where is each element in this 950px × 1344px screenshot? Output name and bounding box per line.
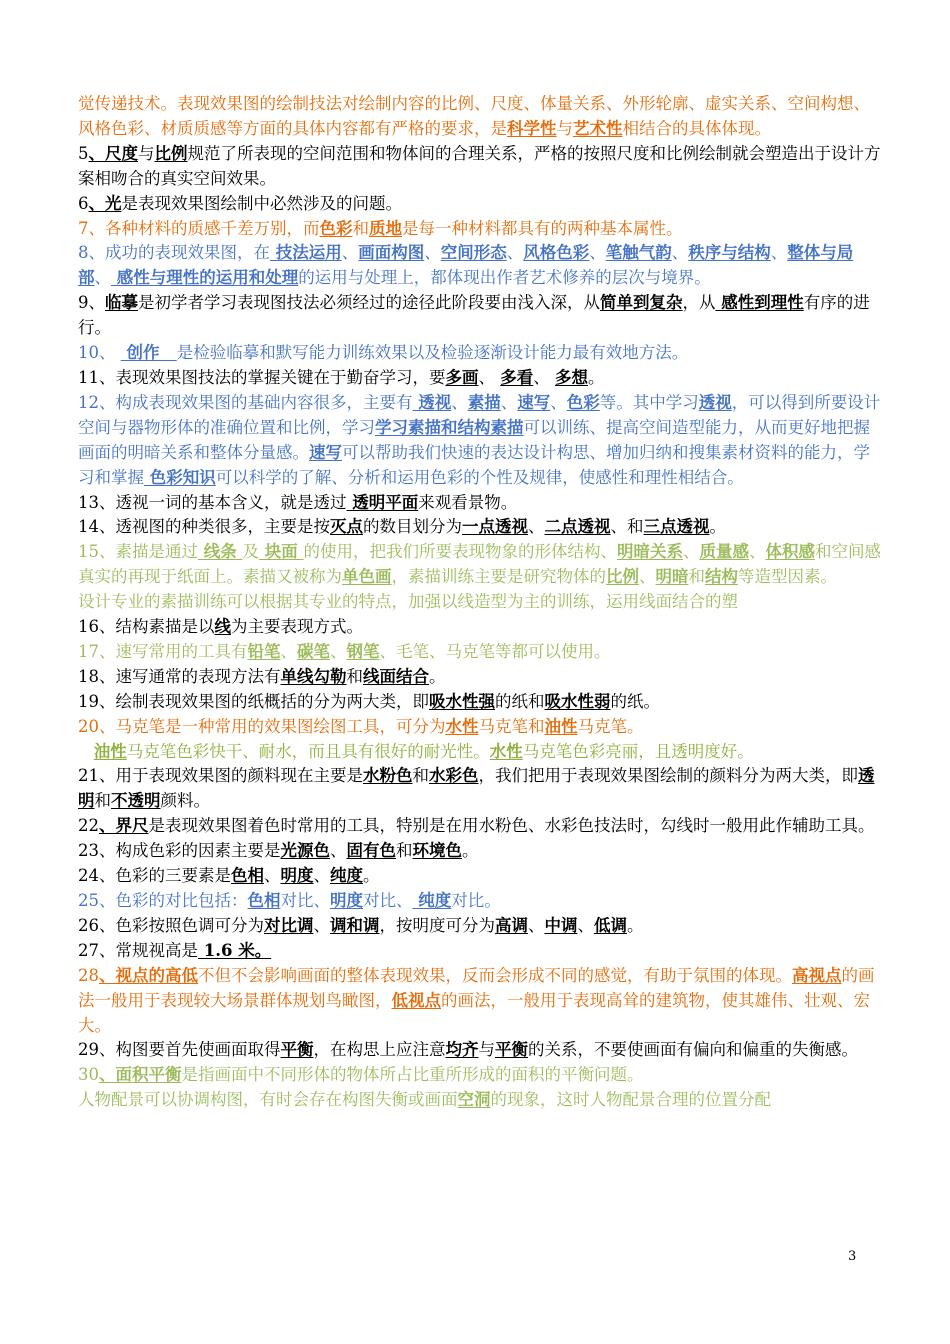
text-run: 是初学者学习表现图技法必须经过的途径此阶段要由浅入深，从 [138, 293, 600, 313]
text-run: 等造型因素。 [738, 567, 837, 587]
text-run: 。 [588, 367, 605, 387]
text-run: 是检验临摹和默写能力训练效果以及检验逐渐设计能力最有效地方法。 [176, 343, 689, 363]
text-run: 6 [78, 193, 89, 213]
key-term: 、光 [88, 193, 122, 213]
key-term: 明暗关系 [617, 542, 683, 562]
text-run: 等。其中学习 [599, 392, 699, 412]
text-run: 。 [627, 915, 644, 935]
key-term: 二点透视 [544, 517, 611, 537]
key-term: 空间形态 [440, 243, 507, 263]
key-term: 创作 [120, 343, 177, 363]
text-run: 来观看景物。 [418, 492, 518, 512]
text-run: 、 [506, 243, 524, 263]
key-term: 质量感 [699, 542, 749, 562]
text-run: 、 [330, 641, 347, 661]
key-term: 明暗 [655, 567, 689, 587]
text-run: 19、绘制表现效果图的纸概括的分为两大类，即 [78, 691, 429, 711]
text-run: 、 [683, 542, 700, 562]
paragraph [78, 491, 882, 516]
text-run: 的关系，不要使画面有偏向和偏重的失衡感。 [528, 1040, 858, 1060]
key-term: 不透明 [111, 791, 161, 811]
key-term: 风格色彩 [523, 243, 590, 263]
text-run: ，我们把用于表现效果图绘制的颜料分为两大类，即 [478, 766, 858, 786]
key-term: 线条 [198, 542, 243, 562]
paragraph [78, 864, 882, 889]
text-run: 、 [313, 915, 330, 935]
text-run: 马克笔色彩亮丽，且透明度好。 [522, 741, 754, 761]
paragraph [78, 690, 882, 715]
text-run: 13、透视一词的基本含义，就是透过 [78, 492, 347, 512]
text-run: 20、马克笔是一种常用的效果图绘图工具，可分为 [78, 716, 446, 736]
text-run: 。 [462, 841, 479, 861]
key-term: 灭点 [330, 517, 363, 537]
text-run: 的数目划分为 [363, 517, 462, 537]
text-run: 是指画面中不同形体的物体所占比重所形成的面积的平衡问题。 [181, 1065, 644, 1085]
key-term: 色相 [247, 891, 281, 910]
text-run: 、 [528, 915, 545, 935]
key-term: 科学性 [507, 118, 557, 138]
paragraph [78, 241, 882, 291]
text-run: 马克笔色彩快干、耐水，而且具有很好的耐光性。 [126, 741, 490, 761]
text-run: 29、构图要首先使画面取得 [78, 1040, 281, 1060]
text-run: 、 [533, 367, 555, 387]
key-term: 明度 [330, 891, 363, 910]
text-run: 14、透视图的种类很多，主要是按 [78, 517, 330, 537]
text-run: 的画法一般用于表现较大场景群体规划鸟瞰图， [78, 965, 875, 1010]
text-run: 和 [346, 666, 363, 686]
paragraph [78, 366, 882, 391]
key-term: 油性 [93, 741, 127, 761]
key-term: 速写 [309, 442, 342, 462]
text-run: 、 [341, 243, 359, 263]
key-term: 笔触气韵 [605, 243, 672, 263]
paragraph [78, 341, 882, 366]
key-term: 透明 [78, 766, 875, 811]
text-run: 和 [94, 791, 111, 811]
paragraph [78, 615, 882, 640]
text-run: ，可以得到所要设计空间与器物形体的准确位置和比例，学习 [78, 392, 881, 437]
paragraph [78, 839, 882, 864]
key-term: 明度 [280, 866, 314, 886]
key-term: 艺术性 [573, 118, 623, 138]
paragraph [78, 540, 882, 590]
key-term: 一点透视 [462, 517, 528, 537]
paragraph [78, 291, 882, 341]
key-term: 环境色 [412, 841, 462, 861]
paragraph [78, 740, 882, 765]
key-term: 中调 [544, 915, 578, 935]
text-run: 22 [78, 816, 99, 836]
text-run: ，从 [682, 293, 716, 313]
text-run: 的画法，一般用于表现高耸的建筑物，使其雄伟、壮观、宏大。 [78, 990, 870, 1035]
text-run: 10、 [78, 343, 121, 363]
paragraph [78, 764, 882, 814]
key-term: 多画 [445, 367, 479, 387]
text-run: 、和 [610, 517, 644, 537]
paragraph [78, 142, 882, 192]
text-run: 、 [500, 392, 518, 412]
text-run: 规范了所表现的空间范围和物体间的合理关系，严格的按照尺度和比例绘制就会塑造出于设计方案相吻合的真实空间效果。 [78, 143, 881, 188]
key-term: 画面构图 [358, 243, 425, 263]
key-term: 平衡 [280, 1040, 314, 1060]
text-run: 30 [78, 1065, 99, 1085]
key-term: 简单到复杂 [600, 293, 683, 313]
text-run: 颜料。 [160, 791, 210, 811]
paragraph [78, 1038, 882, 1063]
paragraph [78, 92, 882, 142]
key-term: 单色画 [342, 567, 392, 587]
key-term: 整体与局部 [78, 243, 854, 288]
key-term: 、尺度 [88, 143, 138, 163]
key-term: 比例 [606, 567, 639, 587]
text-run: 24、色彩的三要素是 [78, 866, 231, 886]
text-run: 对比、 [363, 891, 413, 910]
text-run: 、 [451, 392, 468, 412]
text-run: 17、速写常用的工具有 [78, 641, 248, 661]
text-run: 对比。 [451, 891, 501, 910]
key-term: 纯度 [412, 891, 452, 910]
key-term: 对比调 [264, 915, 314, 935]
text-run: 、 [478, 367, 501, 387]
text-run: 和 [688, 567, 705, 587]
key-term: 结构 [705, 567, 738, 587]
text-run: 及 [242, 542, 259, 562]
text-run: 8、成功的表现效果图，在 [78, 243, 270, 263]
key-term: 水性 [445, 716, 479, 736]
paragraph [78, 590, 882, 615]
text-run: 的使用，把我们所要表现物象的形体结构、 [303, 542, 617, 562]
key-term: 水粉色 [363, 766, 413, 786]
text-run: 与 [478, 1040, 495, 1060]
key-term: 比例 [154, 143, 188, 163]
key-term: 低视点 [391, 990, 441, 1010]
text-run: 。 [429, 666, 446, 686]
text-run: 12、构成表现效果图的基础内容很多，主要有 [78, 392, 413, 412]
key-term: 透视 [412, 392, 452, 412]
text-run [78, 742, 94, 761]
text-run: 26、色彩按照色调可分为 [78, 915, 264, 935]
text-run: 和 [412, 766, 429, 786]
text-run: 15、素描是通过 [78, 542, 198, 562]
paragraph [78, 715, 882, 740]
key-term: 多想 [555, 367, 588, 387]
paragraph [78, 1063, 882, 1088]
key-term: 体积感 [765, 542, 815, 562]
paragraph [78, 914, 882, 939]
text-run: 对比、 [280, 891, 330, 910]
key-term: 平衡 [495, 1040, 528, 1060]
text-run: 、 [424, 243, 441, 263]
text-run: 23、构成色彩的因素主要是 [78, 841, 281, 861]
text-run: 可以帮助我们快速的表达设计构思、增加归纳和搜集素材资料的能力，学习和掌握 [78, 442, 870, 487]
text-run: 的纸和 [495, 691, 545, 711]
text-run: 、 [577, 915, 594, 935]
text-run: 16、结构素描是以 [78, 617, 215, 637]
paragraph [78, 665, 882, 690]
paragraph [78, 217, 882, 242]
text-run: 、 [94, 268, 111, 288]
key-term: 素描 [467, 392, 501, 412]
text-run: 、 [749, 542, 766, 562]
text-run: 、 [550, 392, 567, 412]
key-term: 临摹 [105, 293, 138, 313]
key-term: 1.6 米。 [198, 940, 272, 960]
key-term: 高调 [495, 915, 528, 935]
paragraph [78, 939, 882, 964]
key-term: 碳笔 [297, 641, 330, 661]
text-run: 是每一种材料都具有的两种基本属性。 [402, 218, 683, 238]
key-term: 质地 [369, 218, 402, 238]
key-term: 均齐 [445, 1040, 479, 1060]
key-term: 、界尺 [99, 816, 149, 836]
key-term: 吸水性弱 [544, 691, 611, 711]
key-term: 铅笔 [247, 641, 281, 661]
key-term: 透视 [698, 392, 732, 412]
text-run: 相结合的具体体现。 [622, 118, 771, 138]
text-run: 9、 [78, 293, 105, 313]
text-run: 11、表现效果图技法的掌握关键在于勤奋学习，要 [78, 367, 446, 387]
text-run: 是表现效果图着色时常用的工具，特别是在用水粉色、水彩色技法时，勾线时一般用此作辅助工具。 [148, 816, 875, 836]
text-run: 的纸。 [610, 691, 660, 711]
key-term: 感性与理性的运用和处理 [111, 268, 299, 288]
text-run: 为主要表现方式。 [231, 617, 363, 637]
text-run: 的现象，这时人物配景合理的位置分配 [490, 1090, 771, 1110]
text-run: 的运用与处理上，都体现出作者艺术修养的层次与境界。 [298, 268, 711, 288]
text-run: 马克笔和 [478, 716, 545, 736]
key-term: 钢笔 [346, 641, 380, 661]
key-term: 色相 [231, 866, 264, 886]
text-run: 不但不会影响画面的整体表现效果，反而会形成不同的感觉，有助于氛围的体现。 [198, 965, 792, 985]
paragraph [78, 515, 882, 540]
text-run: 、 [589, 243, 606, 263]
key-term: 感性到理性 [715, 293, 804, 313]
key-term: 色彩 [319, 218, 353, 238]
text-run: 。 [709, 517, 726, 537]
paragraph [78, 1088, 882, 1113]
text-run: 5 [78, 143, 89, 163]
text-run: 是表现效果图绘制中必然涉及的问题。 [121, 193, 402, 213]
text-run: 可以训练、提高空间造型能力，从而更好地把握画面的明暗关系和整体分量感。 [78, 417, 870, 462]
paragraph [78, 964, 882, 1039]
paragraph [78, 391, 882, 491]
text-run: 、 [330, 841, 347, 861]
text-run: 、 [264, 866, 281, 886]
paragraph [78, 192, 882, 217]
text-run: ，素描训练主要是研究物体的 [391, 567, 606, 587]
text-run: 25、色彩的对比包括： [78, 891, 248, 910]
page-number: 3 [848, 1249, 857, 1264]
text-run: 、 [528, 517, 545, 537]
text-run: 人物配景可以协调构图，有时会存在构图失衡或画面 [78, 1090, 458, 1110]
key-term: 线 [214, 617, 231, 637]
paragraph [78, 889, 882, 914]
text-run: 、 [313, 866, 330, 886]
key-term: 、面积平衡 [99, 1065, 182, 1085]
key-term: 纯度 [330, 866, 363, 886]
text-run: 、 [770, 243, 788, 263]
key-term: 多看 [500, 367, 534, 387]
key-term: 光源色 [280, 841, 330, 861]
text-run: 21、用于表现效果图的颜料现在主要是 [78, 766, 363, 786]
key-term: 低调 [594, 915, 627, 935]
text-run: 和空间感真实的再现于纸面上。素描又被称为 [78, 542, 881, 587]
key-term: 调和调 [330, 915, 380, 935]
text-run: 、 [280, 641, 297, 661]
text-run: 28 [78, 965, 99, 985]
text-run: 。 [363, 866, 380, 886]
text-run: 和 [396, 841, 413, 861]
key-term: 线面结合 [363, 666, 429, 686]
key-term: 速写 [517, 392, 551, 412]
key-term: 空洞 [457, 1090, 491, 1110]
text-run: 、毛笔、马克笔等都可以使用。 [379, 641, 611, 661]
key-term: 技法运用 [270, 243, 342, 263]
text-run: 、 [639, 567, 656, 587]
text-run: 18、速写通常的表现方法有 [78, 666, 281, 686]
key-term: 色彩知识 [144, 467, 216, 487]
key-term: 高视点 [792, 965, 842, 985]
text-run: 、 [671, 243, 689, 263]
key-term: 水彩色 [429, 766, 479, 786]
key-term: 学习素描和结构素描 [375, 417, 524, 437]
paragraph [78, 814, 882, 839]
text-run: 设计专业的素描训练可以根据其专业的特点，加强以线造型为主的训练，运用线面结合的塑 [78, 592, 738, 612]
text-run: 有序的进行。 [78, 293, 870, 338]
text-run: 和 [352, 218, 369, 238]
key-term: 水性 [489, 741, 523, 761]
key-term: 、视点的高低 [99, 965, 198, 985]
key-term: 固有色 [346, 841, 396, 861]
text-run: 27、常规视高是 [78, 940, 198, 960]
key-term: 吸水性强 [429, 691, 495, 711]
key-term: 油性 [544, 716, 578, 736]
key-term: 单线勾勒 [280, 666, 347, 686]
paragraph [78, 640, 882, 665]
key-term: 秩序与结构 [688, 243, 771, 263]
key-term: 三点透视 [643, 517, 710, 537]
key-term: 色彩 [566, 392, 600, 412]
text-run: 与 [556, 118, 573, 138]
document-body [78, 92, 882, 1113]
text-run: 觉传递技术。表现效果图的绘制技法对绘制内容的比例、尺度、体量关系、外形轮廓、虚实关系、空间构想、风格色彩、材质质感等方面的具体内容都有严格的要求，是 [78, 94, 870, 138]
text-run: ，按明度可分为 [379, 915, 495, 935]
key-term: 块面 [259, 542, 304, 562]
text-run: 7、各种材料的质感千差万别，而 [78, 218, 320, 238]
text-run: 马克笔。 [577, 716, 644, 736]
text-run: ，在构思上应注意 [313, 1040, 446, 1060]
key-term: 透明平面 [346, 492, 419, 512]
text-run: 与 [138, 143, 155, 163]
text-run: 可以科学的了解、分析和运用色彩的个性及规律，使感性和理性相结合。 [215, 467, 744, 487]
